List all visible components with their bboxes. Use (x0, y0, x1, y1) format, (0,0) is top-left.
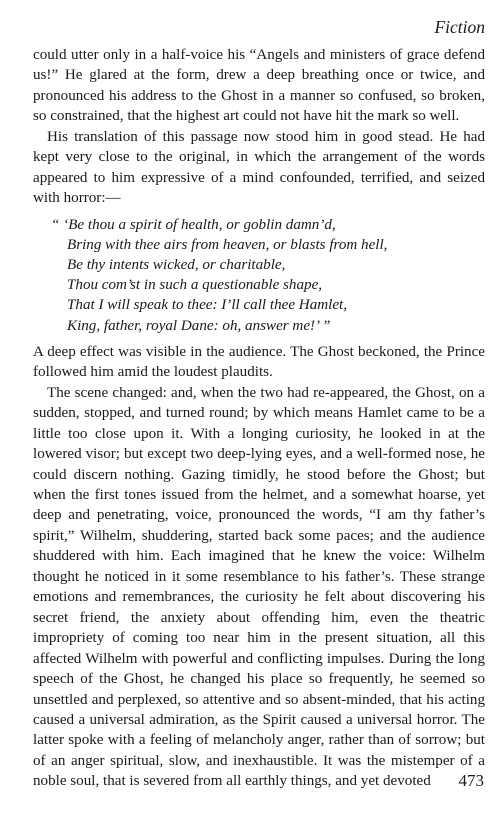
running-head: Fiction (434, 17, 485, 37)
verse-line: King, father, royal Dane: oh, answer me!’ ” (67, 317, 331, 334)
paragraph-2: His translation of this passage now stood him in good stead. He had kept very close to the original, in which the arrangement of the words appeared to him expressive of a mind confounded, terrified, and seized with horror:— (33, 128, 485, 207)
verse-line: Thou com’st in such a questionable shape, (67, 277, 323, 294)
verse-quotation (51, 215, 485, 336)
verse-line: Be thy intents wicked, or charitable, (67, 257, 286, 274)
verse-line: Bring with thee airs from heaven, or blasts from hell, (67, 236, 388, 253)
verse-line: “ ‘Be thou a spirit of health, or goblin damn’d, (51, 216, 336, 233)
paragraph-1: could utter only in a half-voice his “Angels and ministers of grace defend us!” He glared at the form, drew a deep breathing once or twice, and pronounced his address to the Ghost in a manner so confused, so broken, so constrained, that the highest art could not have hit the mark so well. (33, 47, 485, 125)
book-page (33, 16, 485, 792)
page-number: 473 (458, 771, 484, 790)
verse-line: That I will speak to thee: I’ll call thee Hamlet, (67, 297, 348, 314)
paragraph-4: The scene changed: and, when the two had re-appeared, the Ghost, on a sudden, stopped, and turned round; by which means Hamlet came to be a little too close upon it. With a longing curiosity, he looked in at the lowered visor; but except two deep-lying eyes, and a well-formed nose, he could discern nothing. Gazing timidly, he stood before the Ghost; but when the first tones issued from the helmet, and a somewhat hoarse, yet deep and penetrating, voice, pronounced the words, “I am thy father’s spirit,” Wilhelm, shuddering, started back some paces; and the audience shuddered with him. Each imagined that he knew the voice: Wilhelm thought he noticed in it some resemblance to his father’s. These strange emotions and remembrances, the curiosity he felt about discovering his secret friend, the anxiety about offending him, even the theatric impropriety of coming too near him in the present situation, all this affected Wilhelm with powerful and conflicting impulses. During the long speech of the Ghost, he changed his place so frequently, he seemed so unsettled and perplexed, so attentive and so absent-minded, that his acting caused a universal admiration, as the Spirit caused a universal horror. The latter spoke with a feeling of melancholy anger, rather than of sorrow; but of an anger spiritual, slow, and inexhaustible. It was the mistemper of a noble soul, that is severed from all earthly things, and yet devoted (33, 384, 485, 790)
paragraph-3: A deep effect was visible in the audience. The Ghost beckoned, the Prince followed him amid the loudest plaudits. (33, 343, 485, 381)
